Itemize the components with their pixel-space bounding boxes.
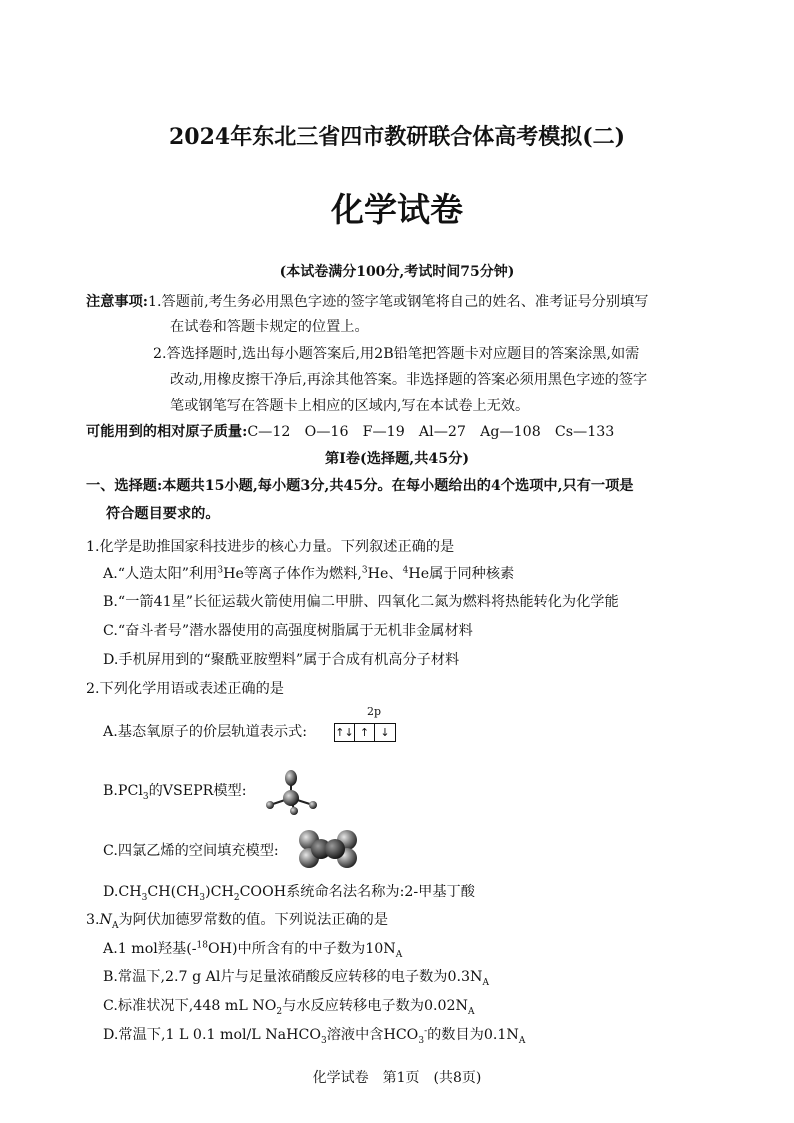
q3-stem: $3.N_A$为阿伏加德罗常数的值。下列说法正确的是 [86,912,389,931]
orbital-label: 2p [367,705,382,718]
notes-line-1 [86,292,648,312]
note-2-a: 2.答选择题时,选出每小题答案后,用2B铅笔把答题卡对应题目的答案涂黑,如需 [153,346,640,362]
q2-option-a: A.基态氧原子的价层轨道表示式: [103,724,307,740]
atomic-masses-label: 可能用到的相对原子质量: [86,424,248,440]
q3-option-d: D.常温下,1 L 0.1 mol/L NaHCO$_3$溶液中含$HCO_3^-$的数目为$0.1N_A$ [103,1026,526,1046]
atomic-masses-values: C—12 O—16 F—19 Al—27 Ag—108 Cs—133 [247,424,615,440]
part1-instruction-a: 一、选择题:本题共15小题,每小题3分,共45分。在每小题给出的4个选项中,只有一项是 [86,478,634,494]
q1-option-c: C.“奋斗者号”潜水器使用的高强度树脂属于无机非金属材料 [103,623,473,639]
q2-option-d: $D.CH_3CH(CH_3)CH_2COOH$系统命名法名称为:2-甲基丁酸 [103,884,475,903]
part1-instruction-b: 符合题目要求的。 [106,506,220,522]
part1-title: 第Ⅰ卷(选择题,共45分) [324,451,470,467]
q2-stem: 2.下列化学用语或表述正确的是 [86,681,284,697]
q2-option-b: B.PCl$_3$的VSEPR模型: [103,783,247,802]
orbital-box-2: ↑ [355,724,375,741]
orbital-box-3: ↓ [380,726,390,739]
notes-label: 注意事项: [86,294,148,310]
note-2-b: 改动,用橡皮擦干净后,再涂其他答案。非选择题的答案必须用黑色字迹的签字 [170,372,648,388]
q2-option-c: C.四氯乙烯的空间填充模型: [103,843,279,859]
note-1-a: 1.答题前,考生务必用黑色字迹的签字笔或钢笔将自己的姓名、准考证号分别填写 [148,294,649,310]
q1-stem: 1.化学是助推国家科技进步的核心力量。下列叙述正确的是 [86,539,455,555]
exam-meta: (本试卷满分100分,考试时间75分钟) [279,264,515,280]
atomic-masses [86,422,614,442]
space-filling-model-image [297,828,359,870]
q1-option-b: B.“一箭41星”长征运载火箭使用偏二甲肼、四氧化二氮为燃料将热能转化为化学能 [103,594,619,610]
q3-option-a: A.1 mol羟基(-$^{18}$OH)中所含有的中子数为$10N_A$ [103,940,403,960]
note-1-b: 在试卷和答题卡规定的位置上。 [170,319,369,335]
q1-option-d: D.手机屏用到的“聚酰亚胺塑料”属于合成有机高分子材料 [103,652,460,668]
subject-title: 化学试卷 [331,190,463,229]
vsepr-model-image [262,770,324,818]
q3-option-c: C.标准状况下,448 mL $NO_2$与水反应转移电子数为$0.02N_A$ [103,998,475,1017]
q1-option-a: A.“人造太阳”利用$^3$He等离子体作为燃料,$^3$He、$^4$He属于同种核素 [103,565,515,582]
exam-title: 2024年东北三省四市教研联合体高考模拟(二) [168,124,626,150]
q3-option-b: B.常温下,2.7 g Al片与足量浓硝酸反应转移的电子数为$0.3N_A$ [103,969,489,988]
note-2-c: 笔或钢笔写在答题卡上相应的区域内,写在本试卷上无效。 [170,398,530,414]
orbital-diagram [334,723,396,742]
orbital-box-1: ↑↓ [335,726,354,739]
page-footer: 化学试卷 第1页 (共8页) [312,1070,482,1086]
